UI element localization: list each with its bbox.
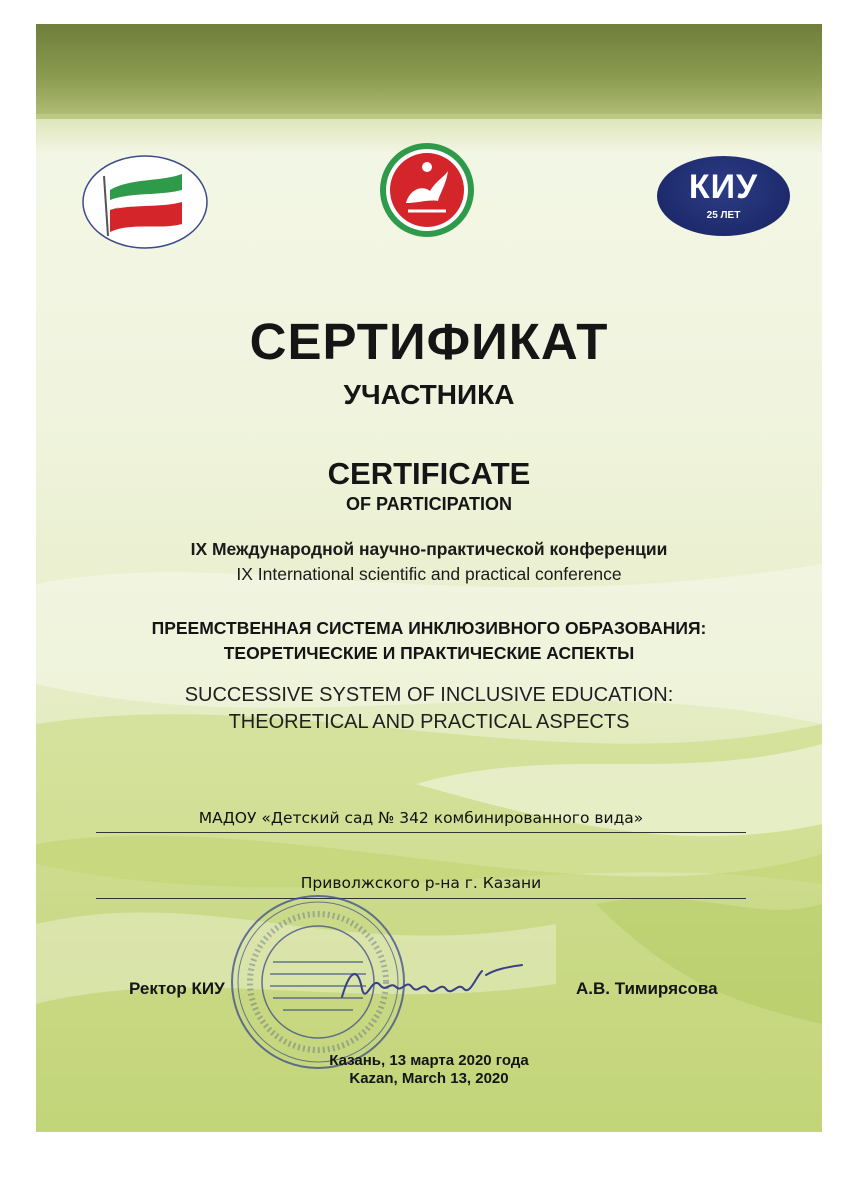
rector-signature bbox=[336, 959, 526, 1009]
certificate-subtitle-en: OF PARTICIPATION bbox=[346, 494, 512, 514]
kiu-logo-text: КИУ bbox=[688, 168, 759, 206]
participant-line-1: МАДОУ «Детский сад № 342 комбинированного вида» bbox=[198, 809, 644, 827]
participant-underline-2 bbox=[96, 898, 746, 899]
kiu-logo-years: 25 ЛЕТ bbox=[706, 210, 741, 221]
conference-name-en: IX International scientific and practical conference bbox=[236, 564, 622, 584]
issue-date-en: Kazan, March 13, 2020 bbox=[349, 1070, 509, 1087]
participant-line-2: Приволжского р-на г. Казани bbox=[300, 874, 542, 892]
kiu-logo bbox=[657, 156, 790, 236]
issue-date-ru: Казань, 13 марта 2020 года bbox=[329, 1052, 529, 1069]
signatory-name: А.В. Тимирясова bbox=[576, 979, 718, 998]
certificate-sheet bbox=[36, 24, 822, 1132]
topic-en-line-1: SUCCESSIVE SYSTEM OF INCLUSIVE EDUCATION: bbox=[184, 684, 674, 706]
topic-ru-line-2: ТЕОРЕТИЧЕСКИЕ И ПРАКТИЧЕСКИЕ АСПЕКТЫ bbox=[223, 643, 635, 663]
topic-ru-line-1: ПРЕЕМСТВЕННАЯ СИСТЕМА ИНКЛЮЗИВНОГО ОБРАЗОВАНИЯ: bbox=[151, 618, 707, 638]
participant-underline-1 bbox=[96, 832, 746, 833]
certificate-title-ru: СЕРТИФИКАТ bbox=[249, 313, 609, 370]
public-chamber-logo bbox=[80, 152, 210, 252]
tatarstan-emblem bbox=[378, 141, 476, 239]
certificate-title-en: CERTIFICATE bbox=[327, 456, 531, 491]
conference-topic-ru bbox=[36, 616, 822, 666]
conference-name-ru: IX Международной научно-практической конференции bbox=[190, 539, 668, 559]
certificate-subtitle-ru: УЧАСТНИКА bbox=[343, 379, 515, 410]
signatory-title: Ректор КИУ bbox=[129, 979, 225, 998]
conference-topic-en bbox=[36, 682, 822, 736]
topic-en-line-2: THEORETICAL AND PRACTICAL ASPECTS bbox=[228, 711, 630, 733]
